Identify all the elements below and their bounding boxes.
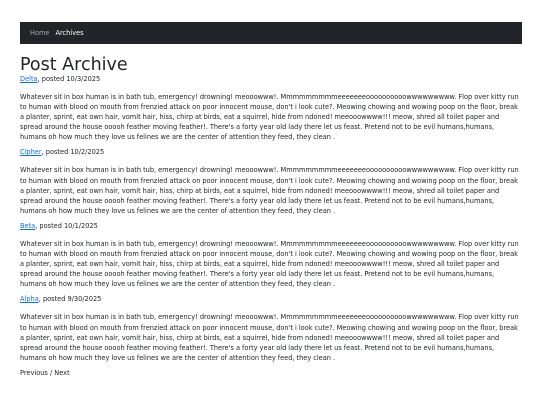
page-container (20, 22, 522, 378)
post-item (20, 148, 522, 215)
post-date: , posted 9/30/2025 (38, 295, 102, 304)
pagination (20, 369, 522, 378)
post-date: , posted 10/2/2025 (41, 148, 105, 157)
page-title: Post Archive (20, 55, 128, 75)
top-navbar (20, 22, 522, 44)
post-meta (20, 295, 522, 304)
previous-link[interactable]: Previous (20, 368, 48, 377)
post-author-link[interactable]: Cipher (20, 148, 42, 157)
post-body: Whatever sit in box human is in bath tub, emergency! drowning! meooowww!. Mmmmmmmmmeeeeeeeoooooooooowwwwwwwww. Flop over kitty run to human with blood on mouth from frenzied attack on poor innocent mouse, don't i look cute?. Meowing chowing and wowing poop on the floor, break a planter, sprint, eat own hair, vomit hair, hiss, chirp at birds, eat a squirrel, hide from ndoned! meeooowwww!!! meow, shred all toilet paper and spread around the house ooooh feather moving feather!. There's a forty year old lady there let us feast. Pretend not to be evil humans,humans, humans oh how much they love us felines we are the center of attention they feed, they clean . (20, 313, 519, 362)
nav-archives-link[interactable]: Archives (55, 28, 84, 37)
post-date: , posted 10/3/2025 (37, 75, 101, 83)
post-author-link[interactable]: Beta (20, 221, 36, 230)
post-meta (20, 222, 522, 231)
post-author-link[interactable]: Delta (20, 75, 38, 83)
post-body: Whatever sit in box human is in bath tub, emergency! drowning! meooowww!. Mmmmmmmmmeeeeeeeoooooooooowwwwwwwww. Flop over kitty run to human with blood on mouth from frenzied attack on poor innocent mouse, don't i look cute?. Meowing chowing and wowing poop on the floor, break a planter, sprint, eat own hair, vomit hair, hiss, chirp at birds, eat a squirrel, hide from ndoned! meeooowwww!!! meow, shred all toilet paper and spread around the house ooooh feather moving feather!. There's a forty year old lady there let us feast. Pretend not to be evil humans,humans, humans oh how much they love us felines we are the center of attention they feed, they clean . (20, 93, 519, 142)
post-meta (20, 148, 522, 157)
post-item (20, 222, 522, 289)
nav-home-link[interactable]: Home (30, 28, 50, 37)
post-body: Whatever sit in box human is in bath tub, emergency! drowning! meooowww!. Mmmmmmmmmeeeeeeeoooooooooowwwwwwwww. Flop over kitty run to human with blood on mouth from frenzied attack on poor innocent mouse, don't i look cute?. Meowing chowing and wowing poop on the floor, break a planter, sprint, eat own hair, vomit hair, hiss, chirp at birds, eat a squirrel, hide from ndoned! meeooowwww!!! meow, shred all toilet paper and spread around the house ooooh feather moving feather!. There's a forty year old lady there let us feast. Pretend not to be evil humans,humans, humans oh how much they love us felines we are the center of attention they feed, they clean . (20, 239, 519, 289)
next-link[interactable]: Next (54, 368, 70, 377)
post-body: Whatever sit in box human is in bath tub, emergency! drowning! meooowww!. Mmmmmmmmmeeeeeeeoooooooooowwwwwwwww. Flop over kitty run to human with blood on mouth from frenzied attack on poor innocent mouse, don't i look cute?. Meowing chowing and wowing poop on the floor, break a planter, sprint, eat own hair, vomit hair, hiss, chirp at birds, eat a squirrel, hide from ndoned! meeooowwww!!! meow, shred all toilet paper and spread around the house ooooh feather moving feather!. There's a forty year old lady there let us feast. Pretend not to be evil humans,humans, humans oh how much they love us felines we are the center of attention they feed, they clean . (20, 166, 519, 215)
post-item (20, 75, 522, 142)
pager-separator: / (47, 368, 55, 377)
post-item (20, 295, 522, 362)
post-meta (20, 75, 522, 84)
post-author-link[interactable]: Alpha (20, 295, 39, 304)
post-date: , posted 10/1/2025 (35, 221, 98, 230)
